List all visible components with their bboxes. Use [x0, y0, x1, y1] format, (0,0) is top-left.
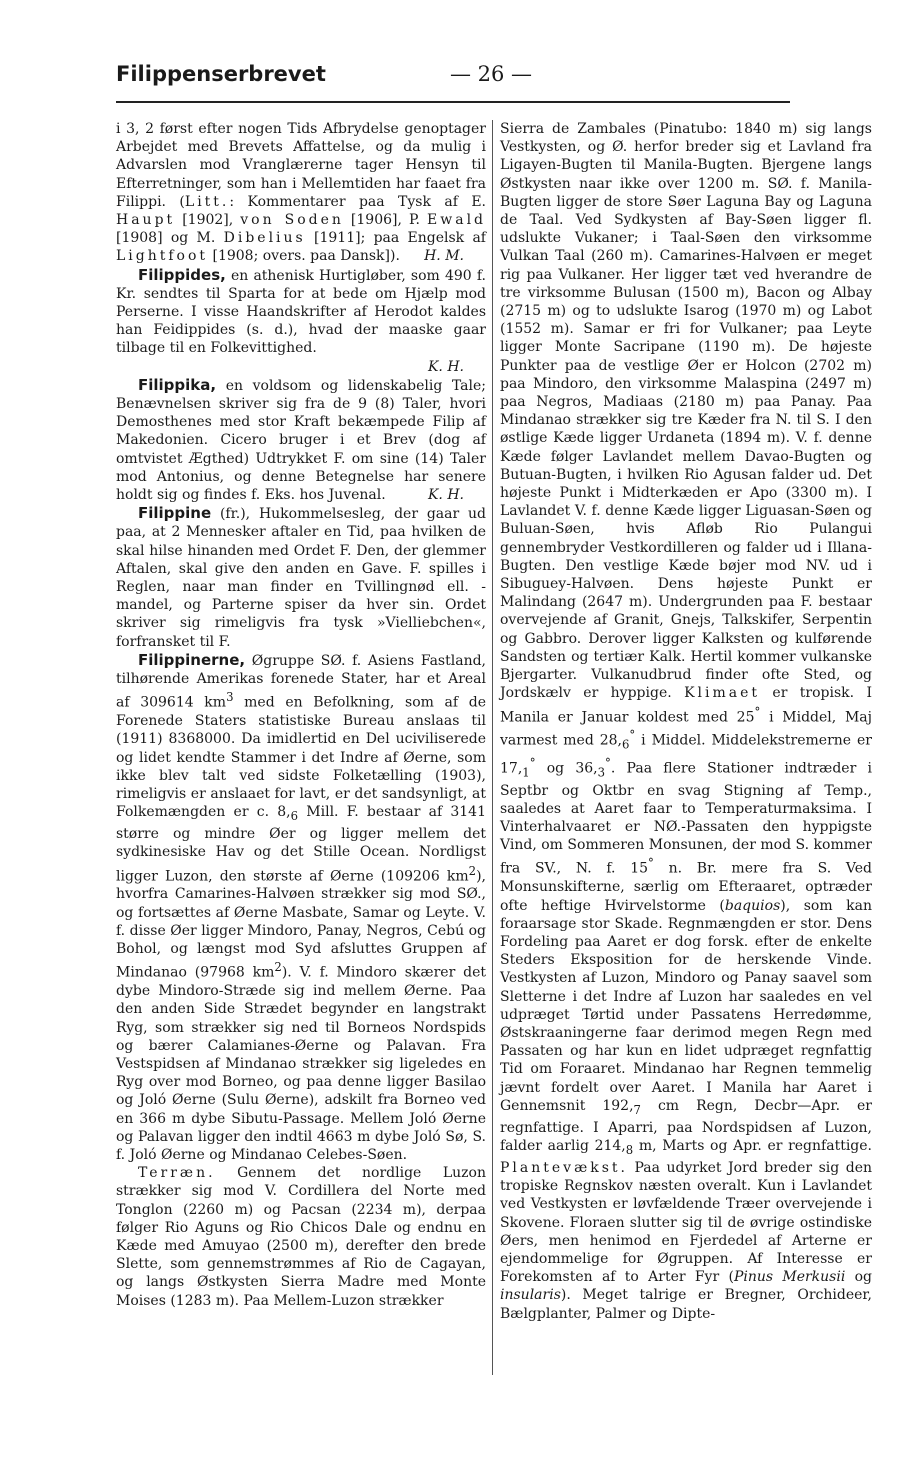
entry-filippides: Filippides, en athenisk Hurtigløber, som 490 f. Kr. sendtes til Sparta for at bede om Hjælp mod Perserne. I visse Haandskrifter af Herodot kaldes han Feidippides (s. d.), hvad der maaske gaar tilbage til en Folkevittighed. K. H.: [116, 265, 486, 375]
section-terraen: Terræn. Gennem det nordlige Luzon strækker sig mod V. Cordillera del Norte med Tonglon (2260 m) og Pacsan (2234 m), derpaa følger Rio Aguns og Rio Chicos Dale og endnu en Kæde med Amuyao (2500 m), derefter den brede Slette, som gennemstrømmes af Rio de Cagayan, og langs Østkysten Sierra Madre med Monte Moises (1283 m). Paa Mellem-Luzon strækker: [116, 1165, 486, 1309]
entry-headword: Filippika,: [138, 375, 217, 394]
header-rule: [116, 101, 790, 103]
entry-filippine: Filippine (fr.), Hukommelsesleg, der gaar ud paa, at 2 Mennesker aftaler en Tid, paa hvilken de skal hilse hinanden med Ordet F. Den, der glemmer Aftalen, skal give den anden en Gave. F. spilles i Reglen, naar man finder en Tvillingnød ell. -mandel, og Parterne spiser da hver sin. Ordet skriver sig rimeligvis fra tysk »Vielliebchen«, forfransket til F.: [116, 504, 486, 650]
section-lead: Klimaet: [684, 685, 761, 702]
running-header: [116, 62, 790, 98]
paragraph-continuation: Sierra de Zambales (Pinatubo: 1840 m) sig langs Vestkysten, og Ø. herfor breder sig et Lavland fra Ligayen-Bugten til Manila-Bugten. Bjergene langs Østkysten naar ikke over 1200 m. SØ. f. Manila-Bugten ligger de store Søer Laguna Bay og Laguna de Taal. Ved Sydkysten af Bay-Søen ligger fl. udslukte Vukaner; i Taal-Søen den virksomme Vulkan Taal (260 m). Camarines-Halvøen er meget rig paa Vulkaner. Her ligger tæt ved hverandre de tre virksomme Bulusan (1500 m), Bacon og Albay (2715 m) og to udslukte Isarog (1970 m) og Labot (1552 m). Samar er fri for Vulkaner; paa Leyte ligger Monte Sacripane (1190 m). De højeste Punkter paa de vestlige Øer er Holcon (2702 m) paa Mindoro, den virksomme Malaspina (2497 m) paa Negros, Madiaas (2180 m) paa Panay. Paa Mindanao strækker sig tre Kæder fra N. til S. I den østlige Kæde ligger Urdaneta (1894 m). V. f. denne Kæde følger Lavlandet mellem Davao-Bugten og Butuan-Bugten, i hvilken Rio Agusan falder ud. Det højeste Punkt i Midterkæden er Apo (3300 m). I Lavlandet V. f. denne Kæde ligger Liguasan-Søen og Buluan-Søen, hvis Afløb Rio Pulangui gennembryder Vestkordilleren og falder ud i Illana-Bugten. Den vestlige Kæde bøjer mod NV. ud i Sibuguey-Halvøen. Dens højeste Punkt er Malindang (2647 m). Undergrunden paa F. bestaar overvejende af Granit, Gnejs, Talkskifer, Serpentin og Gabbro. Derover ligger Kalksten og kulførende Sandsten og tertiær Kalk. Hertil kommer vulkanske Bjergarter. Vulkanudbrud finder ofte Sted, og Jordskælv er hyppige. Klimaet er tropisk. I Manila er Januar koldest med 25° i Middel, Maj varmest med $28,_6^\circ$ i Middel. Middelekstremerne er $17,_1^\circ$ og $36,_3^\circ$. Paa flere Stationer indtræder i Septbr og Oktbr en svag Stigning af Temp., saaledes at Aaret faar to Temperaturmaksima. I Vinterhalvaaret er NØ.-Passaten den hyppigste Vind, om Sommeren Monsunen, der mod S. kommer fra SV., N. f. 15° n. Br. mere fra S. Ved Monsunskifterne, særlig om Efteraaret, optræder ofte heftige Hvirvelstorme (baquios), som kan foraarsage stor Skade. Regnmængden er stor. Dens Fordeling paa Aaret er dog forsk. efter de enkelte Steders Eksposition for de herskende Vinde. Vestkysten af Luzon, Mindoro og Panay saavel som Sletterne i det Indre af Luzon har saaledes en vel udpræget Tørtid under Passatens Herredømme, Østskraaningerne faar derimod megen Regn med Passaten og har kun en lidet udpræget regnfattig Tid om Foraaret. Mindanao har Regnen temmelig jævnt fordelt over Aaret. I Manila har Aaret i Gennemsnit $192,_7$ cm Regn, Decbr—Apr. er regnfattige. I Aparri, paa Nordspidsen af Luzon, falder aarlig $214,_8$ m, Marts og Apr. er regnfattige. Plantevækst. Paa udyrket Jord breder sig den tropiske Regnskov næsten overalt. Kun i Lavlandet ved Vestkysten er løvfældende Træer overvejende i Skovene. Floraen slutter sig til de øvrige ostindiske Øers, men henimod en Fjerdedel af Arterne er ejendommelige for Øgruppen. Af Interesse er Forekomsten af to Arter Fyr (Pinus Merkusii og insularis). Meget talrige er Bregner, Orchideer, Bælgplanter, Palmer og Dipte-: [500, 121, 873, 1322]
right-column: [500, 120, 872, 1323]
author-signature: H. M.: [424, 248, 464, 265]
entry-filippinerne: Filippinerne, Øgruppe SØ. f. Asiens Fastland, tilhørende Amerikas forenede Stater, har et Areal af 309614 $km^3$ med en Befolkning, som af de Forenede Staters statistiske Bureau anslaas til (1911) 8368000. Da imidlertid en Del uciviliserede og lidet kendte Stammer i det Indre af Øerne, som ikke blev talt ved sidste Folketælling (1903), rimeligvis er anslaaet for lavt, er det sandsynligt, at Folkemængden er c. $8,_6$ Mill. F. bestaar af 3141 større og mindre Øer og ligger mellem det sydkinesiske Hav og det Stille Ocean. Nordligst ligger Luzon, den største af Øerne (109206 $km^2$), hvorfra Camarines-Halvøen strækker sig mod SØ., og fortsættes af Øerne Masbate, Samar og Leyte. V. f. disse Øer ligger Mindoro, Panay, Negros, Cebú og Bohol, og længst mod Syd afsluttes Gruppen af Mindanao (97968 $km^2$). V. f. Mindoro skærer det dybe Mindoro-Stræde sig ind mellem Øerne. Paa den anden Side Strædet begynder en langstrakt Ryg, som strækker sig ned til Borneos Nordspids og bærer Calamianes-Øerne og Palavan. Fra Vestspidsen af Mindanao strækker sig ligeledes en Ryg over mod Borneo, og paa denne ligger Basilao og Joló Øerne (Sulu Øerne), adskilt fra Borneo ved en 366 m dybe Sibutu-Passage. Mellem Joló Øerne og Palavan ligger den indtil 4663 m dybe Joló Sø, S. f. Joló Øerne og Mindanao Celebes-Søen.: [116, 650, 486, 1163]
entry-filippika: Filippika, en voldsom og lidenskabelig Tale; Benævnelsen skriver sig fra de 9 (8) Taler, hvori Demosthenes med stor Kraft bekæmpede Filip af Makedonien. Cicero bruger i et Brev (dog af omtvistet Ægthed) Udtrykket F. om sine (14) Taler mod Antonius, og denne Betegnelse har senere holdt sig og findes f. Eks. hos Juvenal. K. H.: [116, 375, 486, 504]
entry-headword: Filippinerne,: [138, 650, 246, 669]
entry-headword: Filippides,: [138, 265, 226, 284]
author-signature: K. H.: [427, 358, 464, 375]
entry-headword: Filippine: [138, 504, 212, 523]
section-lead: Plantevækst.: [500, 1159, 628, 1176]
author-signature: K. H.: [427, 487, 464, 504]
running-title: Filippenserbrevet: [116, 62, 326, 86]
page-number: — 26 —: [449, 62, 533, 86]
left-column: [116, 120, 486, 1310]
paragraph-continuation: i 3, 2 først efter nogen Tids Afbrydelse genoptager Arbejdet med Brevets Affattelse, og da mulig i Advarslen mod Vranglærerne tager Hensyn til Efterretninger, som han i Mellemtiden har faaet fra Filippi. (Litt.: Kommentarer paa Tysk af E. Haupt [1902], von Soden [1906], P. Ewald [1908] og M. Dibelius [1911]; paa Engelsk af Lightfoot [1908; overs. paa Dansk]). H. M.: [116, 121, 487, 265]
section-lead: Terræn.: [138, 1165, 216, 1182]
column-divider: [492, 120, 493, 1375]
